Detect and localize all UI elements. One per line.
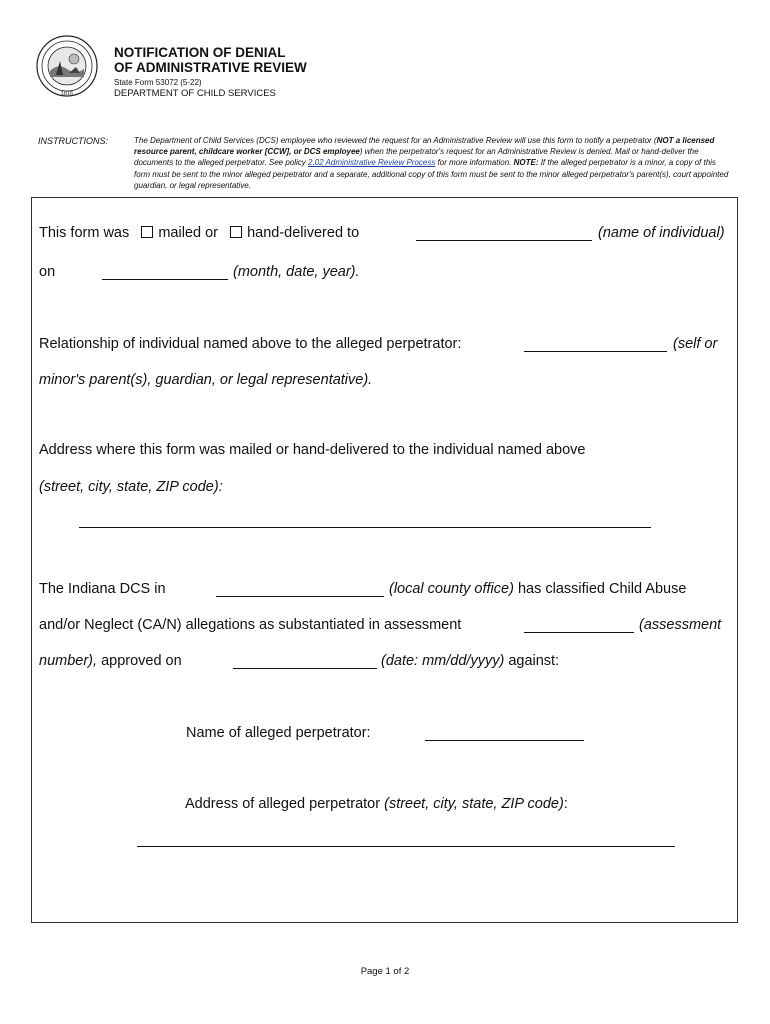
perpetrator-address-label: Address of alleged perpetrator (street, city, state, ZIP code): [185, 796, 568, 812]
instructions-label: INSTRUCTIONS: [38, 136, 109, 146]
svg-text:1816: 1816 [60, 91, 74, 97]
page-number: Page 1 of 2 [360, 966, 410, 977]
approved-date-hint: (date: mm/dd/yyyy) against: [381, 653, 560, 669]
form-title: NOTIFICATION OF DENIAL OF ADMINISTRATIVE REVIEW [114, 45, 307, 75]
hand-delivered-checkbox[interactable] [230, 226, 242, 238]
date-hint: (month, date, year). [233, 264, 360, 280]
county-hint: (local county office) has classified Child Abuse [389, 581, 687, 597]
form-body [31, 197, 738, 923]
perpetrator-name-label: Name of alleged perpetrator: [186, 725, 371, 741]
assessment-hint-1: (assessment [639, 617, 722, 633]
date-field[interactable] [102, 279, 228, 280]
perpetrator-name-field[interactable] [425, 740, 584, 741]
address-hint: (street, city, state, ZIP code): [39, 479, 223, 495]
perpetrator-address-field[interactable] [137, 846, 675, 847]
address-field[interactable] [79, 527, 651, 528]
policy-link[interactable]: 2.02 Administrative Review Process [308, 158, 436, 168]
on-label: on [39, 264, 56, 280]
name-of-individual-field[interactable] [416, 240, 592, 241]
form-was-label: This form was mailed or hand-delivered to [39, 225, 360, 241]
relationship-hint-1: (self or [673, 336, 718, 352]
address-label: Address where this form was mailed or hand-delivered to the individual named above [39, 442, 586, 458]
mailed-checkbox[interactable] [141, 226, 153, 238]
name-hint: (name of individual) [598, 225, 725, 241]
instructions-text: The Department of Child Services (DCS) employee who reviewed the request for an Administrative Review will use this form to notify a perpetrator (NOT a licensed resource parent, childcare worker [CCW], or DCS employee) when the perpetrator's request for an Administrative Review is denied. Mail or hand-deliver the documents to the alleged perpetrator. See policy 2.02 Administrative Review Process for more information. NOTE: If the alleged perpetrator is a minor, a copy of this form must be sent to the minor alleged perpetrator and a separate, additional copy of this form must be sent to the minor alleged perpetrator's parent(s), court appointed guardian, or legal representative. [134, 136, 729, 190]
assessment-number-field[interactable] [524, 632, 634, 633]
form-number: State Form 53072 (5-22) [114, 78, 202, 87]
relationship-label: Relationship of individual named above to the alleged perpetrator: [39, 336, 462, 352]
indiana-state-seal-icon [36, 35, 98, 97]
department-name: DEPARTMENT OF CHILD SERVICES [114, 88, 276, 99]
indiana-dcs-label: The Indiana DCS in [39, 581, 166, 597]
county-office-field[interactable] [216, 596, 384, 597]
approved-date-field[interactable] [233, 668, 377, 669]
relationship-hint-2: minor's parent(s), guardian, or legal representative). [39, 372, 373, 388]
relationship-field[interactable] [524, 351, 667, 352]
neglect-label: and/or Neglect (CA/N) allegations as substantiated in assessment [39, 617, 462, 633]
approved-on-label: number), approved on [39, 653, 182, 669]
